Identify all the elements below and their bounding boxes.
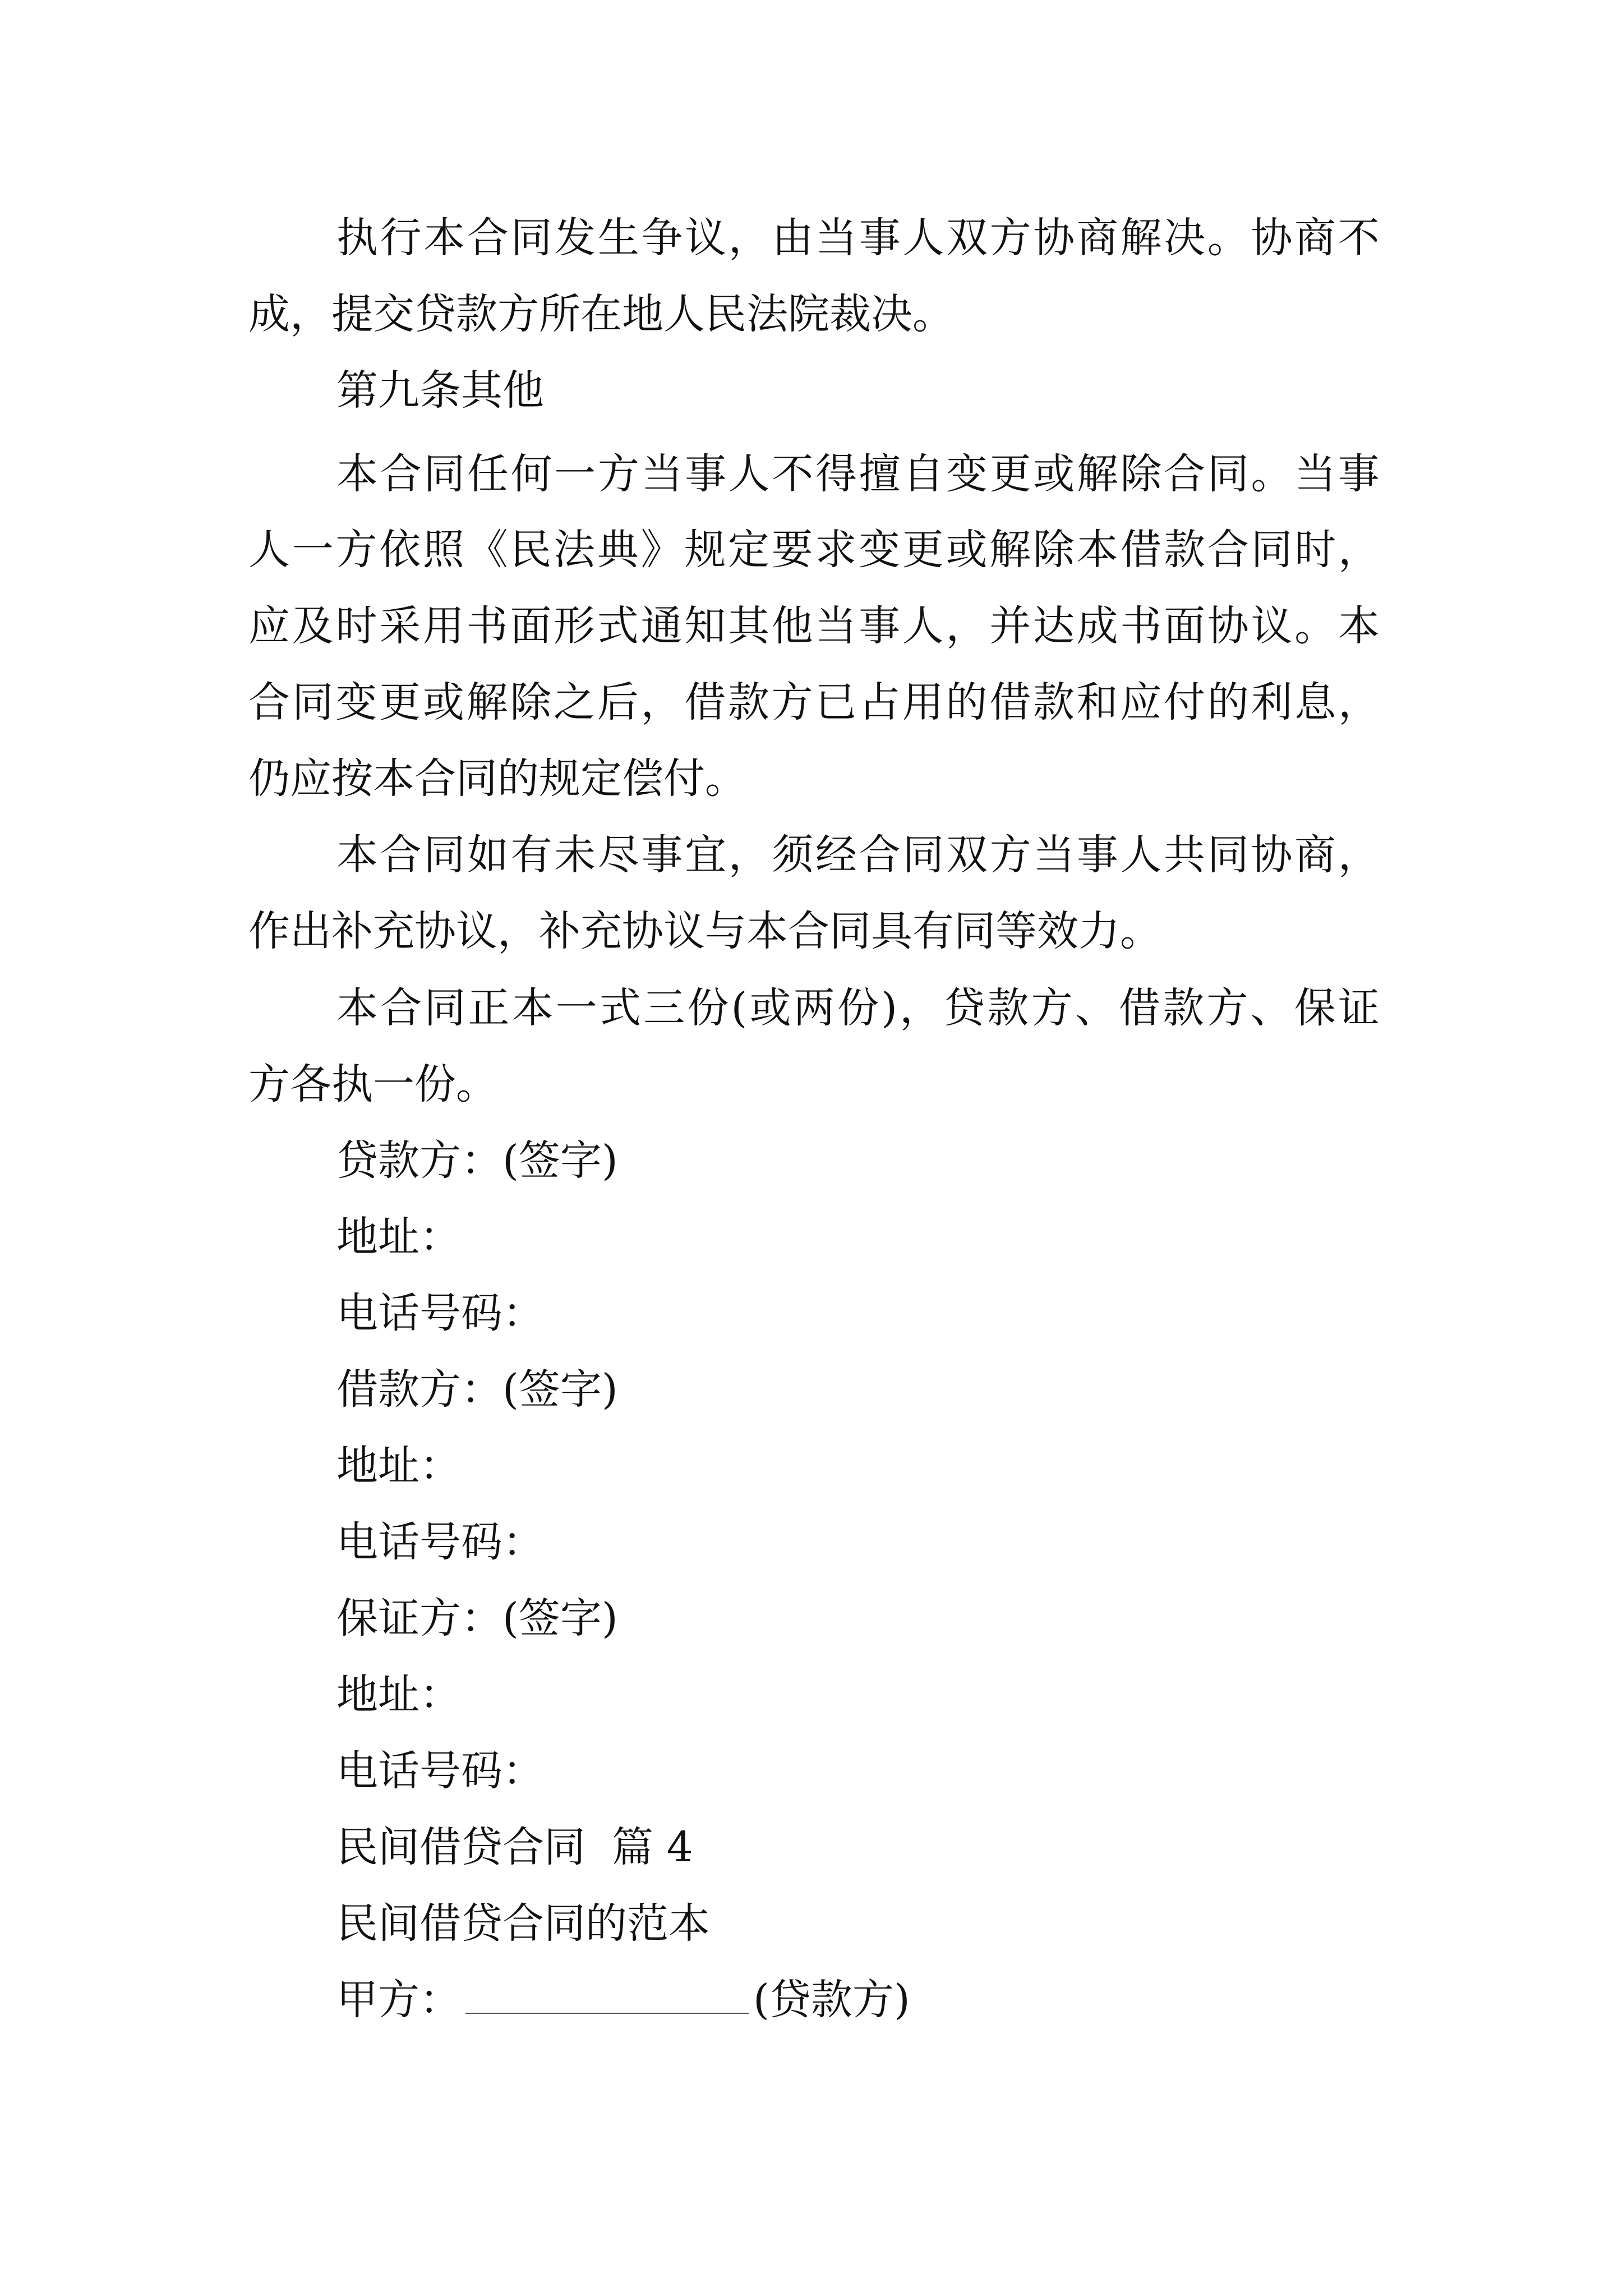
borrower-address-label: 地址： (336, 1442, 461, 1490)
text-line: 人 一 方 依 照 《 民 法 典 》 规 定 要 求 变 更 或 解 除 本 借 款 合 同 时 ， (248, 526, 1380, 574)
section-heading: 民间借贷合同 篇 4 (336, 1823, 693, 1871)
party-a-label: 甲方： (336, 1976, 461, 2024)
article-heading: 第九条其他 (336, 366, 544, 415)
guarantor-address-label: 地址： (336, 1671, 461, 1719)
party-a-suffix: (贷款方) (753, 1976, 910, 2024)
borrower-signature-label: 借款方：(签字) (336, 1365, 618, 1414)
text-line: 合 同 变 更 或 解 除 之 后 ， 借 款 方 已 占 用 的 借 款 和 应 付 的 利 息 ， (248, 678, 1380, 726)
borrower-phone-label: 电话号码： (336, 1518, 544, 1566)
section-subheading: 民间借贷合同的范本 (336, 1899, 710, 1948)
lender-phone-label: 电话号码： (336, 1289, 544, 1337)
text-line: 本 合 同 如 有 未 尽 事 宜 ， 须 经 合 同 双 方 当 事 人 共 同 协 商 ， (336, 831, 1380, 879)
text-line: 方各执一份。 (248, 1060, 497, 1108)
text-line: 成，提交贷款方所在地人民法院裁决。 (248, 290, 954, 338)
text-line: 本 合 同 任 何 一 方 当 事 人 不 得 擅 自 变 更 或 解 除 合 同 。 当 事 (336, 450, 1380, 498)
text-line: 仍应按本合同的规定偿付。 (248, 754, 746, 803)
guarantor-phone-label: 电话号码： (336, 1747, 544, 1795)
party-a-line (336, 1976, 910, 2024)
text-line: 本 合 同 正 本 一 式 三 份 ( 或 两 份 ) ， 贷 款 方 、 借 款 方 、 保 证 (336, 984, 1380, 1032)
text-line: 执 行 本 合 同 发 生 争 议 ， 由 当 事 人 双 方 协 商 解 决 。 协 商 不 (336, 214, 1380, 262)
text-line: 作出补充协议，补充协议与本合同具有同等效力。 (248, 907, 1161, 955)
lender-address-label: 地址： (336, 1213, 461, 1261)
party-a-blank (465, 2012, 749, 2014)
guarantor-signature-label: 保证方：(签字) (336, 1594, 618, 1642)
text-line: 应 及 时 采 用 书 面 形 式 通 知 其 他 当 事 人 ， 并 达 成 书 面 协 议 。 本 (248, 602, 1380, 650)
lender-signature-label: 贷款方：(签字) (336, 1137, 618, 1185)
